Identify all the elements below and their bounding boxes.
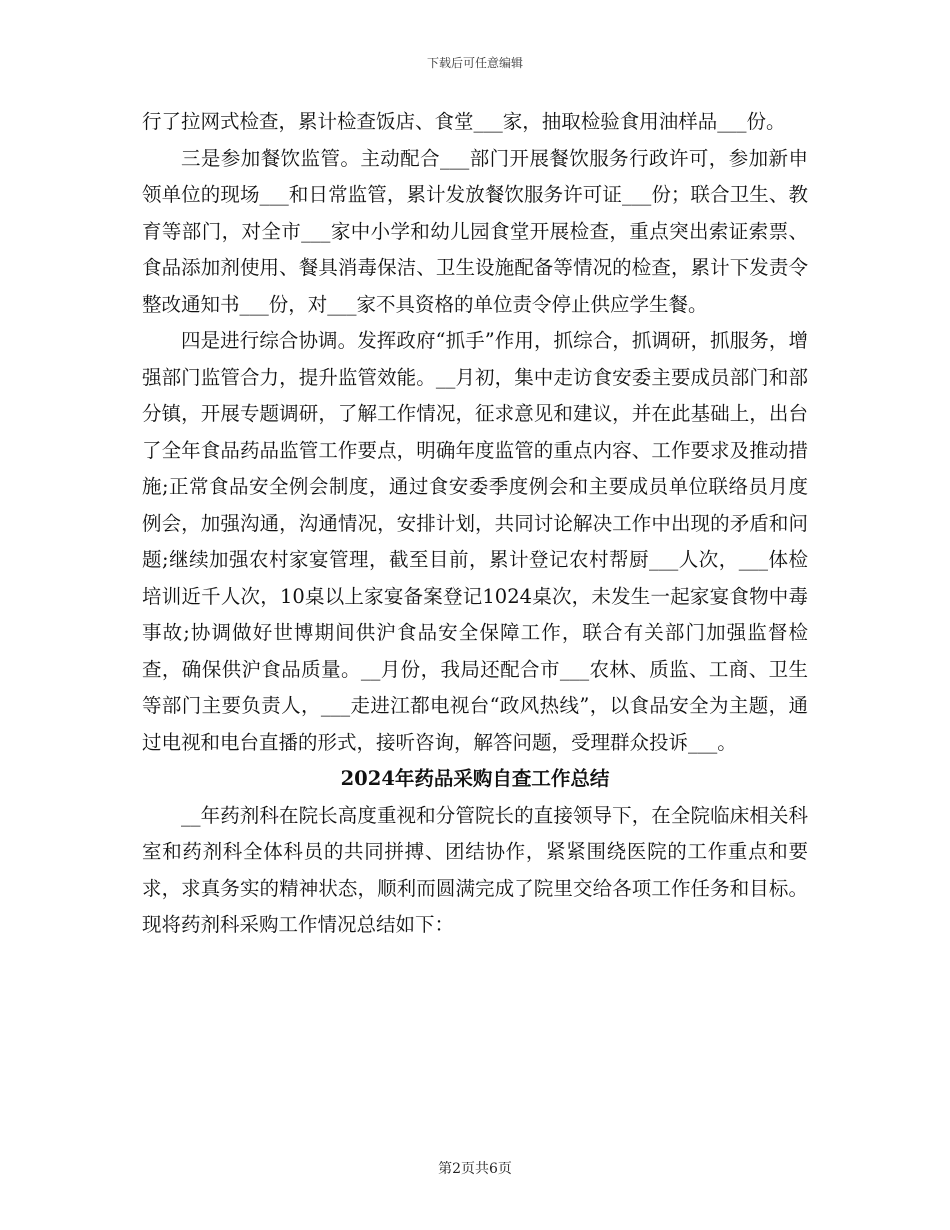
paragraph-catering-supervision: 三是参加餐饮监管。主动配合___部门开展餐饮服务行政许可，参加新申领单位的现场___和日常监管，累计发放餐饮服务许可证___份；联合卫生、教育等部门，对全市___家中小学和幼儿园食堂开展检查，重点突出索证索票、食品添加剂使用、餐具消毒保洁、卫生设施配备等情况的检查，累计下发责令整改通知书___份，对___家不具资格的单位责令停止供应学生餐。: [142, 146, 808, 316]
section-title: 2024年药品采购自查工作总结: [340, 767, 610, 790]
page-header: 下载后可任意编辑: [426, 56, 523, 70]
paragraph-comprehensive-coordination: 四是进行综合协调。发挥政府“抓手”作用，抓综合，抓调研，抓服务，增强部门监管合力，提升监管效能。__月初，集中走访食安委主要成员部门和部分镇，开展专题调研，了解工作情况，征求意见和建议，并在此基础上，出台了全年食品药品监管工作要点，明确年度监管的重点内容、工作要求及推动措施;正常食品安全例会制度，通过食安委季度例会和主要成员单位联络员月度例会，加强沟通，沟通情况，安排计划，共同讨论解决工作中出现的矛盾和问题;继续加强农村家宴管理，截至目前，累计登记农村帮厨___人次，___体检培训近千人次，10桌以上家宴备案登记1024桌次，未发生一起家宴食物中毒事故;协调做好世博期间供沪食品安全保障工作，联合有关部门加强监督检查，确保供沪食品质量。__月份，我局还配合市___农林、质监、工商、卫生等部门主要负责人，___走进江都电视台“政风热线”，以食品安全为主题，通过电视和电台直播的形式，接听咨询，解答问题，受理群众投诉___。: [142, 329, 808, 754]
paragraph-continued: 行了拉网式检查，累计检查饭店、食堂___家，抽取检验食用油样品___份。: [142, 110, 786, 133]
paragraph-pharmacy-summary: __年药剂科在院长高度重视和分管院长的直接领导下，在全院临床相关科室和药剂科全体科员的共同拼搏、团结协作，紧紧围绕医院的工作重点和要求，求真务实的精神状态，顺利而圆满完成了院里交给各项工作任务和目标。现将药剂科采购工作情况总结如下：: [142, 803, 808, 936]
page-number: 第2页共6页: [438, 1161, 512, 1177]
document-body: [142, 104, 808, 944]
